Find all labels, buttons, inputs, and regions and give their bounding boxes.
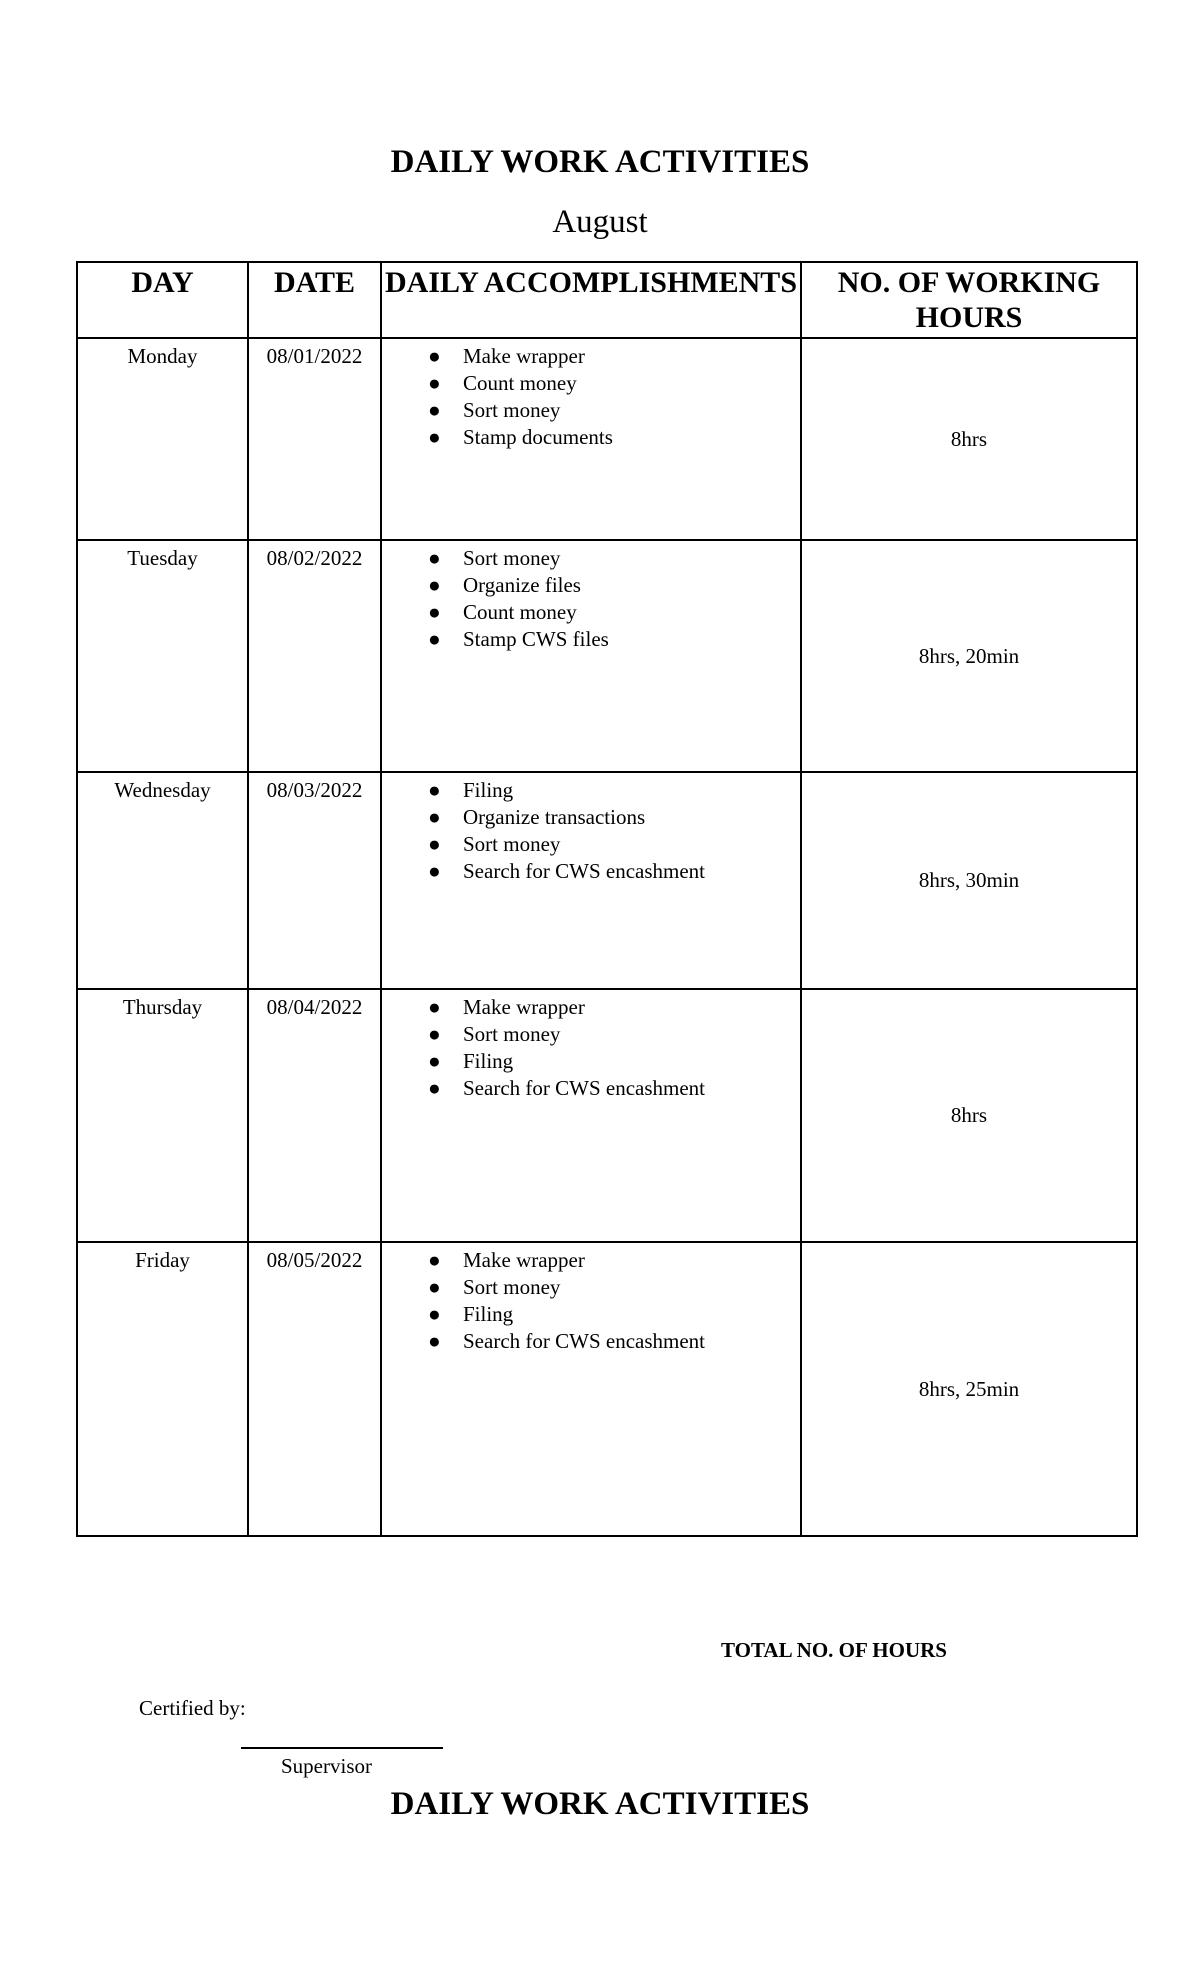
task-item (428, 1328, 800, 1355)
task-item (428, 1301, 800, 1328)
bullet-icon: ● (428, 344, 441, 368)
task-item (428, 424, 800, 451)
task-text: Count money (463, 371, 577, 395)
task-text: Make wrapper (463, 995, 585, 1019)
bullet-icon: ● (428, 995, 441, 1019)
bullet-icon: ● (428, 1275, 441, 1299)
task-item (428, 858, 800, 885)
date-cell: 08/01/2022 (248, 338, 381, 540)
table-row (77, 989, 1137, 1242)
task-text: Stamp documents (463, 425, 613, 449)
task-item (428, 1048, 800, 1075)
bullet-icon: ● (428, 1248, 441, 1272)
table-row (77, 338, 1137, 540)
bullet-icon: ● (428, 805, 441, 829)
bullet-icon: ● (428, 627, 441, 651)
bullet-icon: ● (428, 1329, 441, 1353)
task-list (382, 1247, 800, 1355)
task-text: Stamp CWS files (463, 627, 609, 651)
table-row (77, 1242, 1137, 1536)
footer-title: DAILY WORK ACTIVITIES (390, 1786, 810, 1822)
task-text: Search for CWS encashment (463, 1329, 706, 1353)
accomplishments-cell (381, 540, 801, 772)
date-cell: 08/03/2022 (248, 772, 381, 989)
day-cell: Tuesday (77, 540, 248, 772)
bullet-icon: ● (428, 1076, 441, 1100)
bullet-icon: ● (428, 600, 441, 624)
header-hours: NO. OF WORKING HOURS (801, 262, 1137, 338)
bullet-icon: ● (428, 1302, 441, 1326)
bullet-icon: ● (428, 573, 441, 597)
task-text: Organize transactions (463, 805, 646, 829)
page-title: DAILY WORK ACTIVITIES (390, 144, 810, 180)
table-header-row (77, 262, 1137, 338)
header-accomplishments: DAILY ACCOMPLISHMENTS (381, 262, 801, 338)
day-cell: Monday (77, 338, 248, 540)
task-list (382, 545, 800, 653)
table-row (77, 772, 1137, 989)
task-item (428, 1274, 800, 1301)
accomplishments-cell (381, 1242, 801, 1536)
bullet-icon: ● (428, 371, 441, 395)
task-text: Sort money (463, 1275, 561, 1299)
day-cell: Thursday (77, 989, 248, 1242)
date-cell: 08/05/2022 (248, 1242, 381, 1536)
date-cell: 08/04/2022 (248, 989, 381, 1242)
header-day: DAY (77, 262, 248, 338)
task-item (428, 1075, 800, 1102)
task-item (428, 1021, 800, 1048)
bullet-icon: ● (428, 1022, 441, 1046)
bullet-icon: ● (428, 546, 441, 570)
task-item (428, 343, 800, 370)
task-text: Count money (463, 600, 577, 624)
certified-by-label: Certified by: (139, 1696, 246, 1720)
hours-cell: 8hrs (801, 989, 1137, 1242)
task-item (428, 545, 800, 572)
task-item (428, 599, 800, 626)
bullet-icon: ● (428, 398, 441, 422)
task-text: Make wrapper (463, 344, 585, 368)
day-cell: Friday (77, 1242, 248, 1536)
activities-table (76, 261, 1138, 1537)
task-text: Sort money (463, 398, 561, 422)
task-item (428, 831, 800, 858)
supervisor-label: Supervisor (281, 1754, 372, 1778)
table-row (77, 540, 1137, 772)
bullet-icon: ● (428, 832, 441, 856)
bullet-icon: ● (428, 778, 441, 802)
task-list (382, 994, 800, 1102)
hours-cell: 8hrs, 30min (801, 772, 1137, 989)
accomplishments-cell (381, 772, 801, 989)
task-text: Sort money (463, 832, 561, 856)
task-text: Search for CWS encashment (463, 1076, 706, 1100)
bullet-icon: ● (428, 859, 441, 883)
task-list (382, 343, 800, 451)
hours-cell: 8hrs, 20min (801, 540, 1137, 772)
task-item (428, 804, 800, 831)
task-item (428, 1247, 800, 1274)
task-list (382, 777, 800, 885)
task-text: Sort money (463, 546, 561, 570)
date-cell: 08/02/2022 (248, 540, 381, 772)
task-item (428, 397, 800, 424)
accomplishments-cell (381, 989, 801, 1242)
task-text: Search for CWS encashment (463, 859, 706, 883)
task-text: Filing (463, 1302, 514, 1326)
task-text: Filing (463, 778, 514, 802)
bullet-icon: ● (428, 425, 441, 449)
month-subtitle: August (552, 204, 648, 240)
task-item (428, 777, 800, 804)
hours-cell: 8hrs (801, 338, 1137, 540)
task-text: Make wrapper (463, 1248, 585, 1272)
task-item (428, 370, 800, 397)
accomplishments-cell (381, 338, 801, 540)
hours-cell: 8hrs, 25min (801, 1242, 1137, 1536)
task-text: Sort money (463, 1022, 561, 1046)
task-text: Filing (463, 1049, 514, 1073)
task-item (428, 626, 800, 653)
total-hours-label: TOTAL NO. OF HOURS (721, 1638, 947, 1662)
signature-line (241, 1747, 443, 1749)
bullet-icon: ● (428, 1049, 441, 1073)
task-text: Organize files (463, 573, 581, 597)
header-date: DATE (248, 262, 381, 338)
day-cell: Wednesday (77, 772, 248, 989)
task-item (428, 994, 800, 1021)
task-item (428, 572, 800, 599)
